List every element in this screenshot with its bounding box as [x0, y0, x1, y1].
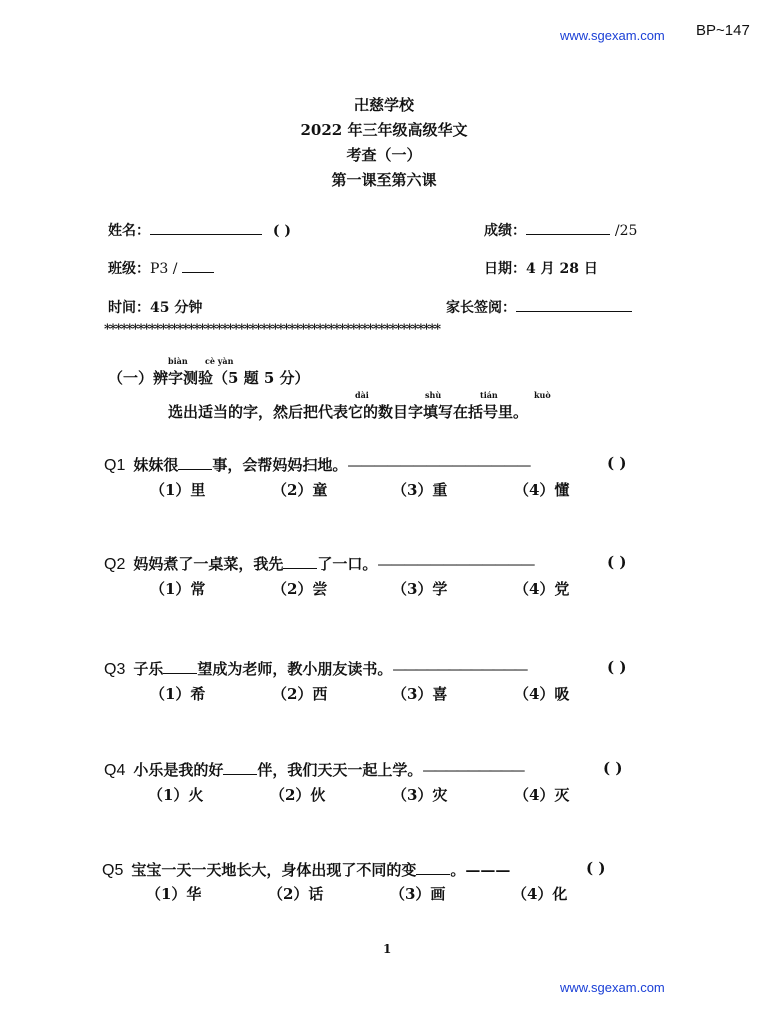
option-4-3: （3）灾 [392, 786, 448, 804]
option-3-2: （2）西 [272, 685, 328, 703]
section-title: （一）辨字测验（5 题 5 分） [108, 369, 310, 387]
dash-leader: ———————————— [392, 660, 525, 678]
option-4-1: （1）火 [148, 786, 204, 804]
website-link-bottom[interactable]: www.sgexam.com [560, 980, 665, 995]
dash-leader: ————————— [422, 761, 522, 779]
question-number: Q2 [104, 556, 126, 573]
score-blank[interactable] [526, 234, 610, 235]
score-label: 成绩： [484, 223, 526, 239]
answer-bracket-3[interactable]: ( ) [607, 658, 627, 676]
answer-bracket-4[interactable]: ( ) [603, 759, 623, 777]
dash-leader: ———————————— [377, 555, 534, 573]
name-paren: ( ) [272, 223, 291, 239]
option-4-4: （4）灭 [514, 786, 570, 804]
parent-signature-field [446, 297, 632, 317]
option-3-1: （1）希 [150, 685, 206, 703]
time-label: 时间： [108, 300, 150, 316]
date-value: 4 月 28 日 [526, 261, 598, 277]
document-code: BP~147 [696, 22, 750, 39]
school-name: 卍慈学校 [353, 96, 414, 114]
question-text-after: 了一口。 [317, 555, 378, 573]
star-divider: ************************************************************ [104, 322, 440, 337]
pinyin-ce-yan: cè yàn [205, 356, 234, 366]
class-blank[interactable] [182, 272, 214, 273]
name-label: 姓名： [108, 223, 150, 239]
parent-signature-label: 家长签阅： [446, 300, 516, 316]
question-text-before: 妹妹很 [133, 456, 179, 474]
pinyin-tian: tián [480, 390, 498, 400]
option-2-2: （2）尝 [272, 580, 328, 598]
time-value: 45 分钟 [150, 300, 203, 316]
date-field [484, 258, 598, 278]
option-2-1: （1）常 [150, 580, 206, 598]
pinyin-bian: biàn [168, 356, 188, 366]
question-2 [104, 553, 533, 574]
question-number: Q5 [102, 862, 124, 879]
question-text-before: 子乐 [133, 660, 164, 678]
name-blank[interactable] [150, 234, 262, 235]
answer-bracket-5[interactable]: ( ) [586, 859, 606, 877]
question-5 [102, 859, 510, 880]
parent-signature-blank[interactable] [516, 311, 632, 312]
question-text-after: 事，会帮妈妈扫地。 [212, 456, 348, 474]
question-text-after: 伴，我们天天一起上学。 [257, 761, 423, 779]
option-2-4: （4）党 [514, 580, 570, 598]
answer-blank[interactable] [283, 568, 317, 569]
question-number: Q3 [104, 661, 126, 678]
page-number: 1 [383, 942, 392, 956]
option-4-2: （2）伙 [270, 786, 326, 804]
pinyin-dai: dài [355, 390, 369, 400]
name-field [108, 220, 291, 240]
option-5-1: （1）华 [146, 885, 202, 903]
question-text-after: 望成为老师，教小朋友读书。 [197, 660, 393, 678]
question-number: Q1 [104, 457, 126, 474]
answer-blank[interactable] [163, 673, 197, 674]
time-field [108, 297, 202, 317]
option-1-3: （3）重 [392, 481, 448, 499]
answer-blank[interactable] [178, 469, 212, 470]
question-text-before: 小乐是我的好 [133, 761, 224, 779]
question-text-after: 。——— [450, 861, 511, 879]
class-label: 班级： [108, 261, 150, 277]
question-1 [104, 454, 529, 475]
option-2-3: （3）学 [392, 580, 448, 598]
option-3-3: （3）喜 [392, 685, 448, 703]
section-instruction: 选出适当的字，然后把代表它的数目字填写在括号里。 [168, 403, 529, 421]
dash-leader: —————————————— [347, 456, 530, 474]
answer-blank[interactable] [223, 774, 257, 775]
question-number: Q4 [104, 762, 126, 779]
question-text-before: 妈妈煮了一桌菜，我先 [133, 555, 284, 573]
pinyin-shu: shù [425, 390, 442, 400]
class-field [108, 258, 214, 278]
test-title: 考查（一） [346, 146, 422, 164]
subject-title: 2022 年三年级高级华文 [300, 121, 468, 139]
score-total: /25 [614, 223, 638, 239]
option-1-2: （2）童 [272, 481, 328, 499]
lesson-scope: 第一课至第六课 [331, 171, 437, 189]
question-4 [104, 759, 521, 780]
score-field [484, 220, 637, 240]
question-3 [104, 658, 524, 679]
answer-bracket-1[interactable]: ( ) [607, 454, 627, 472]
pinyin-kuo: kuò [534, 390, 551, 400]
option-5-4: （4）化 [512, 885, 568, 903]
option-3-4: （4）吸 [514, 685, 570, 703]
answer-bracket-2[interactable]: ( ) [607, 553, 627, 571]
option-5-3: （3）画 [390, 885, 446, 903]
option-1-1: （1）里 [150, 481, 206, 499]
answer-blank[interactable] [416, 874, 450, 875]
date-label: 日期： [484, 261, 526, 277]
question-text-before: 宝宝一天一天地长大，身体出现了不同的变 [131, 861, 417, 879]
website-link-top[interactable]: www.sgexam.com [560, 28, 665, 43]
option-1-4: （4）懂 [514, 481, 570, 499]
class-value: P3 / [150, 261, 178, 277]
option-5-2: （2）话 [268, 885, 324, 903]
